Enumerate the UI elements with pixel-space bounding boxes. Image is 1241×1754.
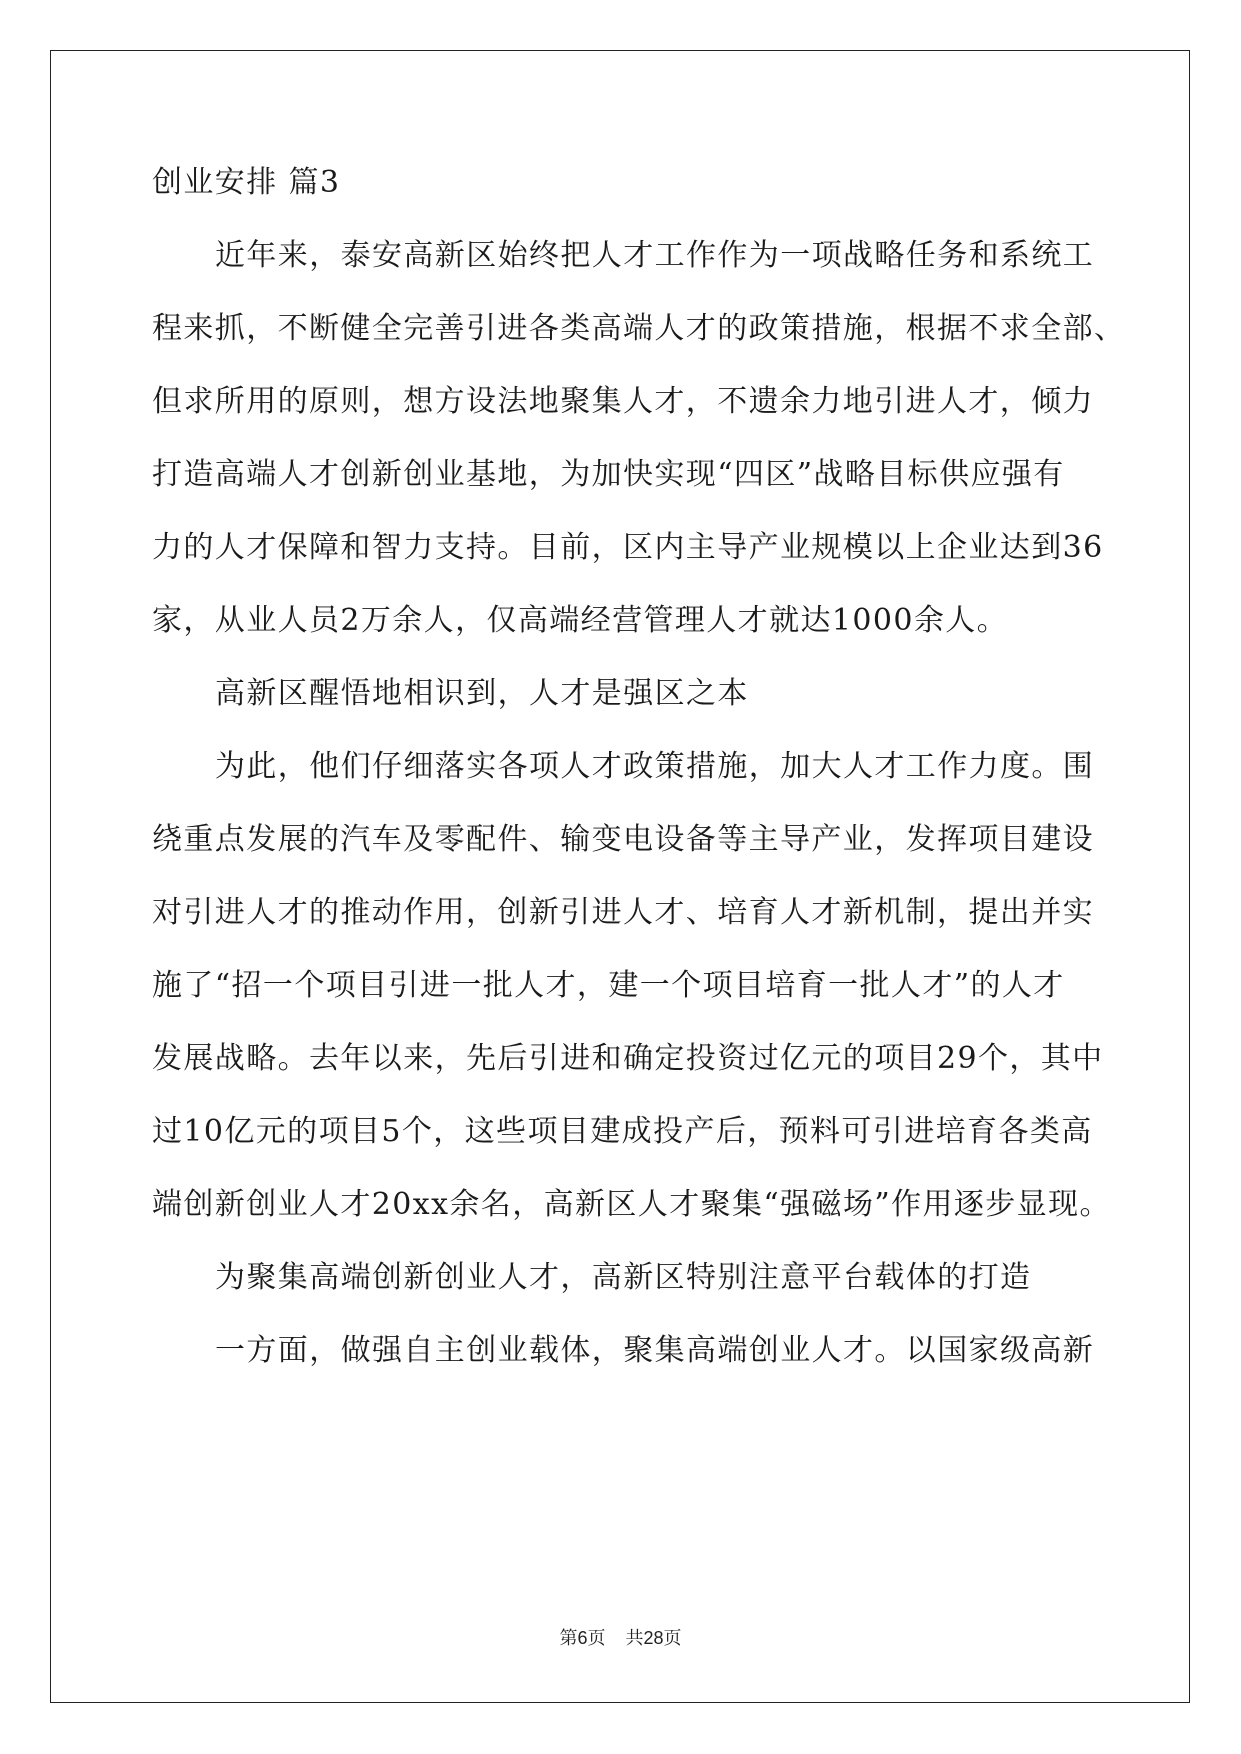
- paragraph-line: 一方面，做强自主创业载体，聚集高端创业人才。以国家级高新: [215, 1333, 1095, 1368]
- paragraph-line: 施了“招一个项目引进一批人才，建一个项目培育一批人才”的人才: [152, 968, 1065, 1003]
- paragraph-line: 端创新创业人才20xx余名，高新区人才聚集“强磁场”作用逐步显现。: [152, 1187, 1111, 1222]
- footer-total-suffix: 页: [663, 1628, 682, 1649]
- paragraph-line: 为此，他们仔细落实各项人才政策措施，加大人才工作力度。围: [215, 749, 1095, 784]
- paragraph-line: 发展战略。去年以来，先后引进和确定投资过亿元的项目29个，其中: [152, 1041, 1104, 1076]
- paragraph-line: 为聚集高端创新创业人才，高新区特别注意平台载体的打造: [215, 1260, 1032, 1295]
- paragraph-line: 打造高端人才创新创业基地，为加快实现“四区”战略目标供应强有: [152, 457, 1065, 492]
- paragraph-line: 对引进人才的推动作用，创新引进人才、培育人才新机制，提出并实: [152, 895, 1094, 930]
- paragraph-line: 力的人才保障和智力支持。目前，区内主导产业规模以上企业达到36: [152, 530, 1104, 565]
- paragraph-line: 近年来，泰安高新区始终把人才工作作为一项战略任务和系统工: [215, 238, 1095, 273]
- paragraph-line: 程来抓，不断健全完善引进各类高端人才的政策措施，根据不求全部、: [152, 311, 1126, 346]
- total-pages-number: 28: [643, 1628, 664, 1648]
- page-border: [50, 50, 1190, 1703]
- paragraph-line: 家，从业人员2万余人，仅高端经营管理人才就达1000余人。: [152, 603, 1009, 638]
- paragraph-line: 但求所用的原则，想方设法地聚集人才，不遗余力地引进人才，倾力: [152, 384, 1094, 419]
- page-footer: [0, 1626, 1241, 1651]
- paragraph-line: 过10亿元的项目5个，这些项目建成投产后，预料可引进培育各类高: [152, 1114, 1093, 1149]
- paragraph-line: 高新区醒悟地相识到，人才是强区之本: [215, 676, 749, 711]
- footer-page-suffix: 页: [587, 1628, 606, 1649]
- current-page-number: 6: [577, 1628, 588, 1648]
- footer-prefix: 第: [559, 1628, 578, 1649]
- section-heading: 创业安排 篇3: [152, 165, 341, 200]
- footer-total-prefix: 共: [625, 1628, 644, 1649]
- paragraph-line: 绕重点发展的汽车及零配件、输变电设备等主导产业，发挥项目建设: [152, 822, 1094, 857]
